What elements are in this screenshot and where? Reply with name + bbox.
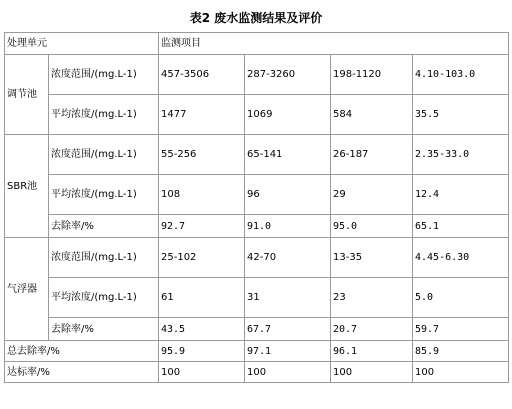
table-cell: 100	[159, 362, 245, 383]
row-label-avg: 平均浓度/(mg.L-1)	[49, 278, 159, 318]
table-row	[5, 341, 509, 362]
table-cell: 100	[413, 362, 509, 383]
table-cell: 20.7	[331, 318, 413, 341]
table-cell: 26-187	[331, 135, 413, 175]
unit-sbr: SBR池	[5, 135, 49, 238]
row-label-compliance: 达标率/%	[5, 362, 159, 383]
row-label-avg: 平均浓度/(mg.L-1)	[49, 175, 159, 215]
table-row	[5, 278, 509, 318]
row-label-range: 浓度范围/(mg.L-1)	[49, 238, 159, 278]
table-cell: 1069	[245, 95, 331, 135]
header-unit: 处理单元	[5, 33, 159, 55]
table-cell: 5.0	[413, 278, 509, 318]
table-cell: 23	[331, 278, 413, 318]
row-label-avg: 平均浓度/(mg.L-1)	[49, 95, 159, 135]
table-cell: 198-1120	[331, 55, 413, 95]
table-cell: 55-256	[159, 135, 245, 175]
table-cell: 2.35-33.0	[413, 135, 509, 175]
table-cell: 65-141	[245, 135, 331, 175]
table-row	[5, 175, 509, 215]
table-cell: 31	[245, 278, 331, 318]
table-title: 表2 废水监测结果及评价	[189, 11, 323, 25]
table-cell: 97.1	[245, 341, 331, 362]
table-row	[5, 135, 509, 175]
table-cell: 95.9	[159, 341, 245, 362]
table-cell: 108	[159, 175, 245, 215]
table-cell: 91.0	[245, 215, 331, 238]
row-label-removal: 去除率/%	[49, 215, 159, 238]
table-row	[5, 95, 509, 135]
table-cell: 59.7	[413, 318, 509, 341]
table-cell: 1477	[159, 95, 245, 135]
table-row	[5, 215, 509, 238]
table-cell: 35.5	[413, 95, 509, 135]
table-cell: 13-35	[331, 238, 413, 278]
table-cell: 4.10-103.0	[413, 55, 509, 95]
table-cell: 92.7	[159, 215, 245, 238]
row-label-total-removal: 总去除率/%	[5, 341, 159, 362]
table-cell: 42-70	[245, 238, 331, 278]
table-cell: 457-3506	[159, 55, 245, 95]
table-header-row	[5, 33, 509, 55]
results-table	[4, 32, 509, 383]
table-cell: 96	[245, 175, 331, 215]
table-cell: 61	[159, 278, 245, 318]
table-row	[5, 238, 509, 278]
table-cell: 65.1	[413, 215, 509, 238]
table-cell: 287-3260	[245, 55, 331, 95]
table-row	[5, 55, 509, 95]
table-cell: 100	[245, 362, 331, 383]
table-cell: 43.5	[159, 318, 245, 341]
table-row	[5, 362, 509, 383]
row-label-removal: 去除率/%	[49, 318, 159, 341]
unit-qifu: 气浮器	[5, 238, 49, 341]
table-cell: 29	[331, 175, 413, 215]
header-items: 监测项目	[159, 33, 509, 55]
table-cell: 67.7	[245, 318, 331, 341]
row-label-range: 浓度范围/(mg.L-1)	[49, 55, 159, 95]
table-cell: 4.45-6.30	[413, 238, 509, 278]
table-cell: 100	[331, 362, 413, 383]
unit-tiaojie: 调节池	[5, 55, 49, 135]
table-row	[5, 318, 509, 341]
row-label-range: 浓度范围/(mg.L-1)	[49, 135, 159, 175]
table-cell: 85.9	[413, 341, 509, 362]
table-cell: 95.0	[331, 215, 413, 238]
table-cell: 12.4	[413, 175, 509, 215]
table-cell: 96.1	[331, 341, 413, 362]
table-cell: 584	[331, 95, 413, 135]
table-cell: 25-102	[159, 238, 245, 278]
